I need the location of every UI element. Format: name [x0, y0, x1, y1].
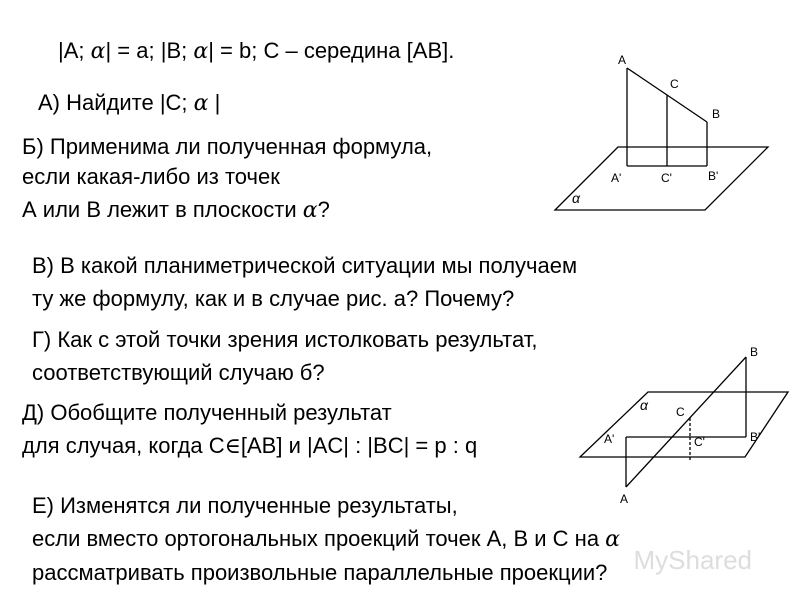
label-c: C — [670, 77, 679, 91]
header-part1: |A; — [58, 38, 91, 63]
label-b-prime: B' — [708, 169, 719, 183]
label-plane-alpha: α — [640, 397, 648, 413]
label-c-prime: C' — [694, 435, 705, 449]
alpha-symbol: α — [193, 91, 209, 116]
label-a: A — [618, 53, 627, 67]
question-b-line1: Б) Применима ли полученная формула, — [22, 134, 433, 159]
segment-ab — [626, 357, 746, 487]
question-b-line3-text: А или В лежит в плоскости — [22, 197, 303, 222]
label-b: B — [750, 345, 759, 359]
question-a-text: А) Найдите |C; — [38, 90, 194, 115]
question-e-line1: Е) Изменятся ли полученные результаты, — [32, 493, 458, 518]
question-v-line1: В) В какой планиметрической ситуации мы получаем — [32, 253, 578, 278]
label-b-prime: B' — [750, 430, 761, 444]
alpha-symbol: α — [605, 527, 621, 552]
header-part3: | = b; C – середина [AB]. — [208, 38, 455, 63]
label-a: A — [620, 492, 629, 506]
question-d-line2-start: для случая, когда C — [22, 433, 225, 458]
element-of-symbol: ∈ — [224, 434, 241, 459]
question-a-tail: | — [208, 90, 221, 115]
label-c-prime: C' — [661, 171, 672, 185]
watermark: MyShared — [633, 545, 752, 575]
alpha-symbol: α — [90, 39, 106, 64]
label-a-prime: A' — [604, 432, 615, 446]
header-part2: | = a; |B; — [105, 38, 194, 63]
question-g-line1: Г) Как с этой точки зрения истолковать результат, — [32, 327, 538, 352]
question-e-line2-text: если вместо ортогональных проекций точек А, В и С на — [32, 526, 606, 551]
question-e-line3: рассматривать произвольные параллельные проекции? — [32, 560, 608, 585]
alpha-symbol: α — [302, 198, 318, 223]
alpha-symbol: α — [193, 39, 209, 64]
question-g-line2: соответствующий случаю б? — [32, 360, 325, 385]
question-b-tail: ? — [317, 197, 330, 222]
label-c: C — [676, 405, 685, 419]
label-a-prime: A' — [611, 171, 622, 185]
question-d-line2-end: [AB] и |AC| : |BC| = p : q — [240, 433, 478, 458]
label-b: B — [712, 107, 721, 121]
question-d-line1: Д) Обобщите полученный результат — [22, 400, 392, 425]
question-b-line2: если какая-либо из точек — [22, 164, 280, 189]
question-v-line2: ту же формулу, как и в случае рис. а? Почему? — [32, 286, 515, 311]
label-plane-alpha: α — [572, 190, 580, 206]
